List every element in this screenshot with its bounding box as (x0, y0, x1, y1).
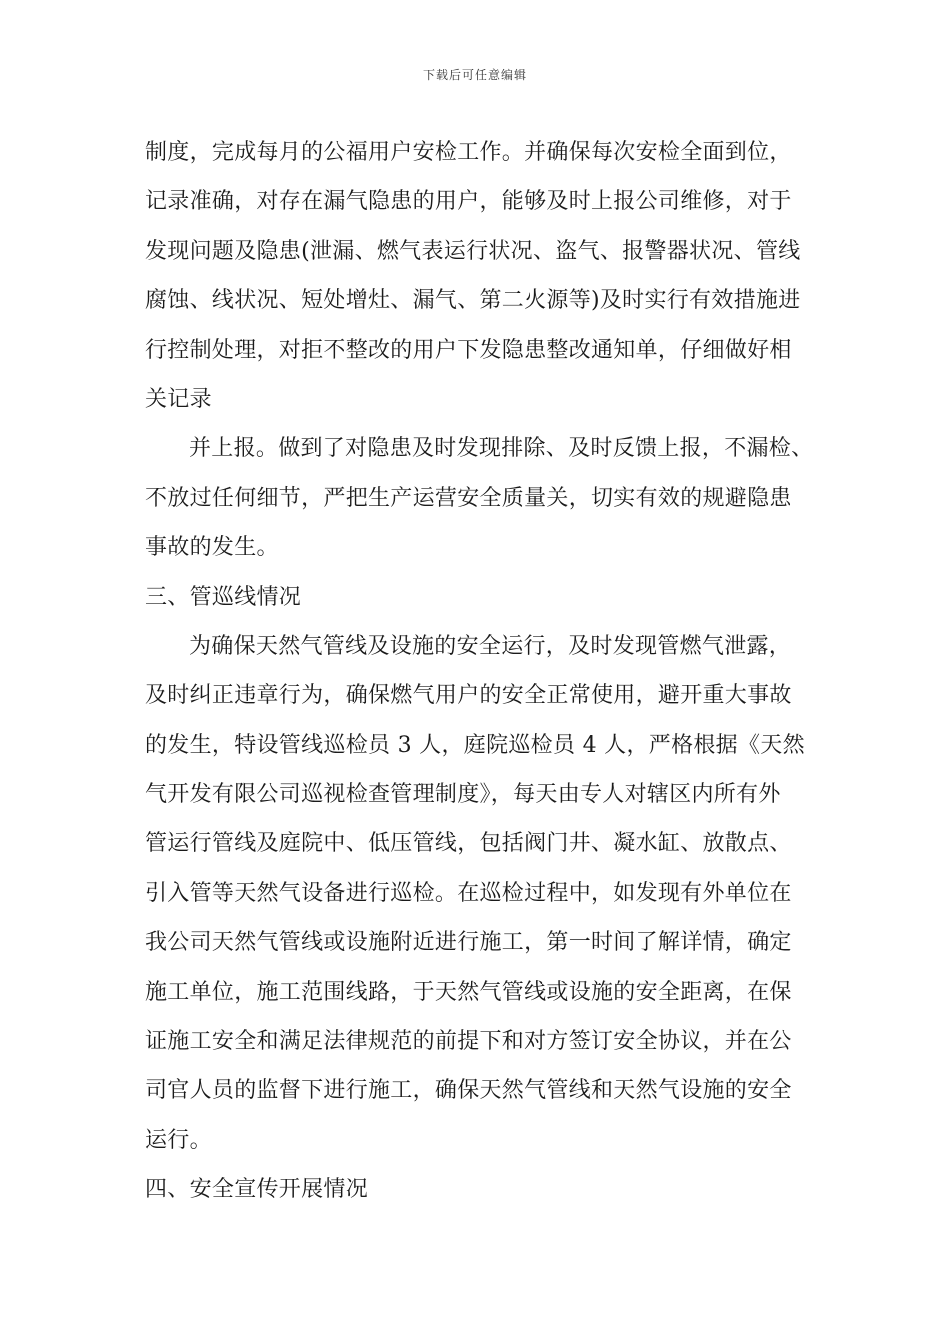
paragraph-line: 司官人员的监督下进行施工，确保天然气管线和天然气设施的安全 (145, 1078, 792, 1104)
paragraph-line: 及时纠正违章行为，确保燃气用户的安全正常使用，避开重大事故 (145, 683, 792, 709)
paragraph-line: 记录准确，对存在漏气隐患的用户，能够及时上报公司维修，对于 (145, 189, 792, 215)
document-body (145, 128, 814, 1215)
paragraph-line: 事故的发生。 (145, 535, 279, 561)
paragraph-line: 关记录 (145, 386, 212, 412)
paragraph-line: 为确保天然气管线及设施的安全运行，及时发现管燃气泄露， (189, 633, 792, 659)
paragraph-line: 施工单位，施工范围线路，于天然气管线或设施的安全距离，在保 (145, 979, 792, 1005)
section-heading: 三、管巡线情况 (145, 584, 302, 610)
paragraph-line: 管运行管线及庭院中、低压管线，包括阀门井、凝水缸、放散点、 (145, 831, 792, 857)
paragraph-line: 不放过任何细节，严把生产运营安全质量关，切实有效的规避隐患 (145, 485, 792, 511)
paragraph-line: 我公司天然气管线或设施附近进行施工，第一时间了解详情，确定 (145, 930, 792, 956)
paragraph-line: 引入管等天然气设备进行巡检。在巡检过程中，如发现有外单位在 (145, 880, 792, 906)
paragraph-line: 并上报。做到了对隐患及时发现排除、及时反馈上报，不漏检、 (189, 436, 814, 462)
paragraph-line: 气开发有限公司巡视检查管理制度》，每天由专人对辖区内所有外 (145, 782, 781, 808)
paragraph-line: 制度，完成每月的公福用户安检工作。并确保每次安检全面到位， (145, 140, 792, 165)
paragraph-line: 运行。 (145, 1127, 212, 1153)
paragraph-line: 发现问题及隐患(泄漏、燃气表运行状况、盗气、报警器状况、管线 (145, 238, 801, 264)
header-note: 下载后可任意编辑 (422, 68, 527, 82)
section-heading: 四、安全宣传开展情况 (145, 1177, 369, 1203)
paragraph-line: 证施工安全和满足法律规范的前提下和对方签订安全协议，并在公 (145, 1029, 792, 1055)
paragraph-line: 行控制处理，对拒不整改的用户下发隐患整改通知单，仔细做好相 (145, 337, 792, 363)
paragraph-line: 腐蚀、线状况、短处增灶、漏气、第二火源等)及时实行有效措施进 (145, 288, 801, 314)
paragraph-line: 的发生，特设管线巡检员 3 人，庭院巡检员 4 人，严格根据《天然 (145, 732, 805, 758)
